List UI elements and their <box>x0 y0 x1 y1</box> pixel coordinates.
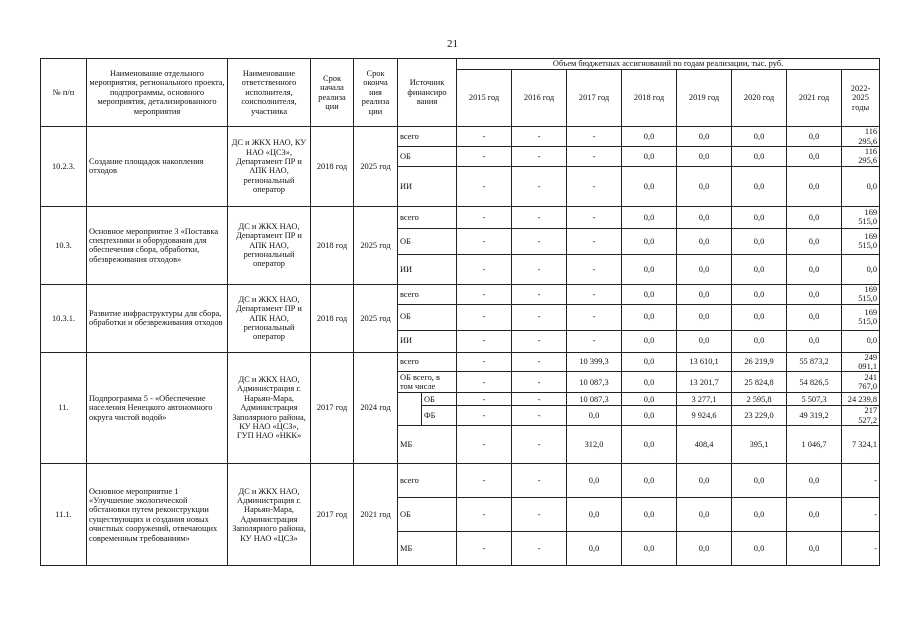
value-cell: 0,0 <box>787 532 842 566</box>
table-row <box>41 127 880 147</box>
responsible-cell: ДС и ЖКХ НАО, Департамент ПР и АПК НАО, региональный оператор <box>228 284 311 352</box>
value-cell: - <box>457 147 512 167</box>
table-row <box>41 352 880 372</box>
value-cell: 395,1 <box>732 426 787 464</box>
value-cell: 312,0 <box>567 426 622 464</box>
header-year: 2016 год <box>512 70 567 127</box>
value-cell: 0,0 <box>732 147 787 167</box>
value-cell: 0,0 <box>677 166 732 206</box>
value-cell: 0,0 <box>622 254 677 284</box>
source-cell: ИИ <box>398 330 457 352</box>
source-cell: ОБ <box>422 393 457 406</box>
value-cell: - <box>512 284 567 304</box>
start-year: 2018 год <box>311 284 354 352</box>
header-year: 2019 год <box>677 70 732 127</box>
value-cell: 1 046,7 <box>787 426 842 464</box>
value-cell: 0,0 <box>677 147 732 167</box>
item-name: Подпрограмма 5 - «Обеспечение населения Ненецкого автономного округа чистой водой» <box>87 352 228 464</box>
value-cell: - <box>457 166 512 206</box>
value-cell: 0,0 <box>677 206 732 228</box>
responsible-cell: ДС и ЖКХ НАО, КУ НАО «ЦСЗ», Департамент ПР и АПК НАО, региональный оператор <box>228 127 311 207</box>
value-cell: - <box>457 206 512 228</box>
indent-cell <box>398 393 422 426</box>
value-cell: 0,0 <box>677 228 732 254</box>
value-cell: 0,0 <box>787 498 842 532</box>
value-cell: 0,0 <box>842 254 880 284</box>
value-cell: - <box>457 228 512 254</box>
value-cell: 0,0 <box>622 284 677 304</box>
header-year: 2022-2025 годы <box>842 70 880 127</box>
value-cell: 0,0 <box>787 147 842 167</box>
value-cell: 13 610,1 <box>677 352 732 372</box>
value-cell: 169 515,0 <box>842 228 880 254</box>
value-cell: - <box>567 228 622 254</box>
value-cell: - <box>512 304 567 330</box>
value-cell: 0,0 <box>677 498 732 532</box>
value-cell: 0,0 <box>677 304 732 330</box>
value-cell: 0,0 <box>677 330 732 352</box>
value-cell: 0,0 <box>787 304 842 330</box>
value-cell: 0,0 <box>567 406 622 426</box>
item-number: 10.3.1. <box>41 284 87 352</box>
value-cell: 0,0 <box>622 330 677 352</box>
page-number: 21 <box>447 38 458 50</box>
value-cell: 0,0 <box>787 127 842 147</box>
end-year: 2024 год <box>354 352 398 464</box>
source-cell: ИИ <box>398 254 457 284</box>
value-cell: 0,0 <box>622 372 677 393</box>
item-number: 10.2.3. <box>41 127 87 207</box>
value-cell: - <box>512 330 567 352</box>
value-cell: 0,0 <box>677 127 732 147</box>
value-cell: 0,0 <box>732 166 787 206</box>
header-end: Срок оконча ния реализа ции <box>354 59 398 127</box>
table-header <box>41 59 880 127</box>
item-number: 10.3. <box>41 206 87 284</box>
value-cell: 0,0 <box>732 304 787 330</box>
header-year: 2020 год <box>732 70 787 127</box>
value-cell: 49 319,2 <box>787 406 842 426</box>
value-cell: 10 399,3 <box>567 352 622 372</box>
value-cell: - <box>567 330 622 352</box>
value-cell: - <box>512 127 567 147</box>
value-cell: 10 087,3 <box>567 372 622 393</box>
value-cell: 9 924,6 <box>677 406 732 426</box>
value-cell: - <box>512 228 567 254</box>
value-cell: 0,0 <box>842 166 880 206</box>
value-cell: 0,0 <box>622 406 677 426</box>
value-cell: 55 873,2 <box>787 352 842 372</box>
value-cell: 0,0 <box>622 147 677 167</box>
start-year: 2017 год <box>311 464 354 566</box>
value-cell: - <box>567 254 622 284</box>
source-cell: ОБ <box>398 498 457 532</box>
header-year: 2018 год <box>622 70 677 127</box>
value-cell: 0,0 <box>732 498 787 532</box>
header-budget: Объем бюджетных ассигнований по годам реализации, тыс. руб. <box>457 59 880 70</box>
value-cell: - <box>457 406 512 426</box>
value-cell: 0,0 <box>787 166 842 206</box>
header-name: Наименование отдельного мероприятия, регионального проекта, подпрограммы, основного мероприятия, детализированного мероприятия <box>87 59 228 127</box>
value-cell: 26 219,9 <box>732 352 787 372</box>
value-cell: 116 295,6 <box>842 127 880 147</box>
value-cell: - <box>457 498 512 532</box>
table-row <box>41 206 880 228</box>
value-cell: - <box>457 352 512 372</box>
value-cell: 13 201,7 <box>677 372 732 393</box>
item-name: Развитие инфраструктуры для сбора, обработки и обезвреживания отходов <box>87 284 228 352</box>
table-body <box>41 127 880 566</box>
value-cell: 25 824,8 <box>732 372 787 393</box>
value-cell: 408,4 <box>677 426 732 464</box>
value-cell: 0,0 <box>622 304 677 330</box>
item-name: Основное мероприятие 3 «Поставка спецтехники и оборудования для обеспечения сбора, обработки, обезвреживания отходов» <box>87 206 228 284</box>
value-cell: 0,0 <box>677 464 732 498</box>
value-cell: 0,0 <box>622 127 677 147</box>
source-cell: ОБ <box>398 147 457 167</box>
value-cell: 0,0 <box>732 532 787 566</box>
source-cell: всего <box>398 206 457 228</box>
value-cell: - <box>512 147 567 167</box>
value-cell: 0,0 <box>622 464 677 498</box>
value-cell: 217 527,2 <box>842 406 880 426</box>
value-cell: 0,0 <box>787 330 842 352</box>
header-year: 2017 год <box>567 70 622 127</box>
value-cell: 0,0 <box>787 464 842 498</box>
value-cell: 0,0 <box>787 254 842 284</box>
value-cell: - <box>512 352 567 372</box>
value-cell: - <box>457 532 512 566</box>
header-no: № п/п <box>41 59 87 127</box>
value-cell: 24 239,8 <box>842 393 880 406</box>
source-cell: ИИ <box>398 166 457 206</box>
value-cell: - <box>457 372 512 393</box>
value-cell: 0,0 <box>732 228 787 254</box>
source-cell: всего <box>398 352 457 372</box>
value-cell: 0,0 <box>732 464 787 498</box>
value-cell: - <box>842 498 880 532</box>
value-cell: 0,0 <box>732 127 787 147</box>
table-row <box>41 464 880 498</box>
value-cell: 0,0 <box>732 284 787 304</box>
source-cell: ОБ <box>398 304 457 330</box>
value-cell: 0,0 <box>677 284 732 304</box>
end-year: 2021 год <box>354 464 398 566</box>
source-cell: МБ <box>398 532 457 566</box>
value-cell: - <box>457 426 512 464</box>
value-cell: 0,0 <box>622 228 677 254</box>
value-cell: 0,0 <box>567 464 622 498</box>
value-cell: 169 515,0 <box>842 206 880 228</box>
table-row <box>41 284 880 304</box>
value-cell: - <box>457 127 512 147</box>
end-year: 2025 год <box>354 206 398 284</box>
value-cell: - <box>512 206 567 228</box>
value-cell: 7 324,1 <box>842 426 880 464</box>
value-cell: - <box>512 406 567 426</box>
value-cell: 241 767,0 <box>842 372 880 393</box>
value-cell: - <box>512 532 567 566</box>
value-cell: 0,0 <box>677 254 732 284</box>
value-cell: 0,0 <box>622 532 677 566</box>
end-year: 2025 год <box>354 127 398 207</box>
source-cell: ОБ всего, в том числе <box>398 372 457 393</box>
value-cell: 0,0 <box>677 532 732 566</box>
start-year: 2017 год <box>311 352 354 464</box>
value-cell: 0,0 <box>732 330 787 352</box>
value-cell: - <box>457 304 512 330</box>
budget-table <box>40 58 880 566</box>
value-cell: - <box>842 464 880 498</box>
item-number: 11. <box>41 352 87 464</box>
value-cell: 0,0 <box>567 532 622 566</box>
value-cell: 54 826,5 <box>787 372 842 393</box>
value-cell: 0,0 <box>622 206 677 228</box>
value-cell: 0,0 <box>567 498 622 532</box>
value-cell: - <box>567 127 622 147</box>
value-cell: - <box>457 464 512 498</box>
header-year: 2021 год <box>787 70 842 127</box>
value-cell: - <box>567 147 622 167</box>
value-cell: - <box>512 464 567 498</box>
item-number: 11.1. <box>41 464 87 566</box>
value-cell: - <box>457 284 512 304</box>
header-start: Срок начала реализа ции <box>311 59 354 127</box>
responsible-cell: ДС и ЖКХ НАО, Администрация г. Нарьян-Мара, Администрация Заполярного района, КУ НАО «ЦСЗ», ГУП НАО «НКК» <box>228 352 311 464</box>
value-cell: - <box>567 284 622 304</box>
value-cell: 2 595,8 <box>732 393 787 406</box>
responsible-cell: ДС и ЖКХ НАО, Администрация г. Нарьян-Мара, Администрация Заполярного района, КУ НАО «ЦСЗ» <box>228 464 311 566</box>
item-name: Основное мероприятие 1 «Улучшение экологической обстановки путем реконструкции существующих и создания новых очистных сооружений, отвечающих современным требованиям» <box>87 464 228 566</box>
responsible-cell: ДС и ЖКХ НАО, Департамент ПР и АПК НАО, региональный оператор <box>228 206 311 284</box>
value-cell: - <box>512 166 567 206</box>
source-cell: всего <box>398 284 457 304</box>
start-year: 2018 год <box>311 127 354 207</box>
value-cell: 10 087,3 <box>567 393 622 406</box>
value-cell: - <box>842 532 880 566</box>
value-cell: 0,0 <box>622 166 677 206</box>
source-cell: МБ <box>398 426 457 464</box>
header-year: 2015 год <box>457 70 512 127</box>
value-cell: - <box>567 206 622 228</box>
value-cell: 0,0 <box>622 498 677 532</box>
value-cell: - <box>512 498 567 532</box>
value-cell: 0,0 <box>622 426 677 464</box>
value-cell: - <box>512 372 567 393</box>
header-source: Источник финансиро вания <box>398 59 457 127</box>
value-cell: 116 295,6 <box>842 147 880 167</box>
source-cell: всего <box>398 127 457 147</box>
value-cell: - <box>512 426 567 464</box>
value-cell: - <box>457 330 512 352</box>
value-cell: 5 507,3 <box>787 393 842 406</box>
source-cell: всего <box>398 464 457 498</box>
value-cell: 0,0 <box>787 206 842 228</box>
value-cell: 169 515,0 <box>842 284 880 304</box>
value-cell: - <box>512 393 567 406</box>
value-cell: 0,0 <box>787 228 842 254</box>
value-cell: 0,0 <box>732 254 787 284</box>
source-cell: ОБ <box>398 228 457 254</box>
value-cell: - <box>512 254 567 284</box>
value-cell: 249 091,1 <box>842 352 880 372</box>
value-cell: - <box>567 166 622 206</box>
value-cell: 0,0 <box>842 330 880 352</box>
value-cell: 0,0 <box>622 393 677 406</box>
header-responsible: Наименование ответственного исполнителя, соисполнителя, участника <box>228 59 311 127</box>
value-cell: 3 277,1 <box>677 393 732 406</box>
end-year: 2025 год <box>354 284 398 352</box>
value-cell: 0,0 <box>787 284 842 304</box>
value-cell: 0,0 <box>732 206 787 228</box>
value-cell: - <box>457 393 512 406</box>
value-cell: 23 229,0 <box>732 406 787 426</box>
item-name: Создание площадок накопления отходов <box>87 127 228 207</box>
value-cell: - <box>457 254 512 284</box>
value-cell: - <box>567 304 622 330</box>
start-year: 2018 год <box>311 206 354 284</box>
value-cell: 0,0 <box>622 352 677 372</box>
source-cell: ФБ <box>422 406 457 426</box>
value-cell: 169 515,0 <box>842 304 880 330</box>
